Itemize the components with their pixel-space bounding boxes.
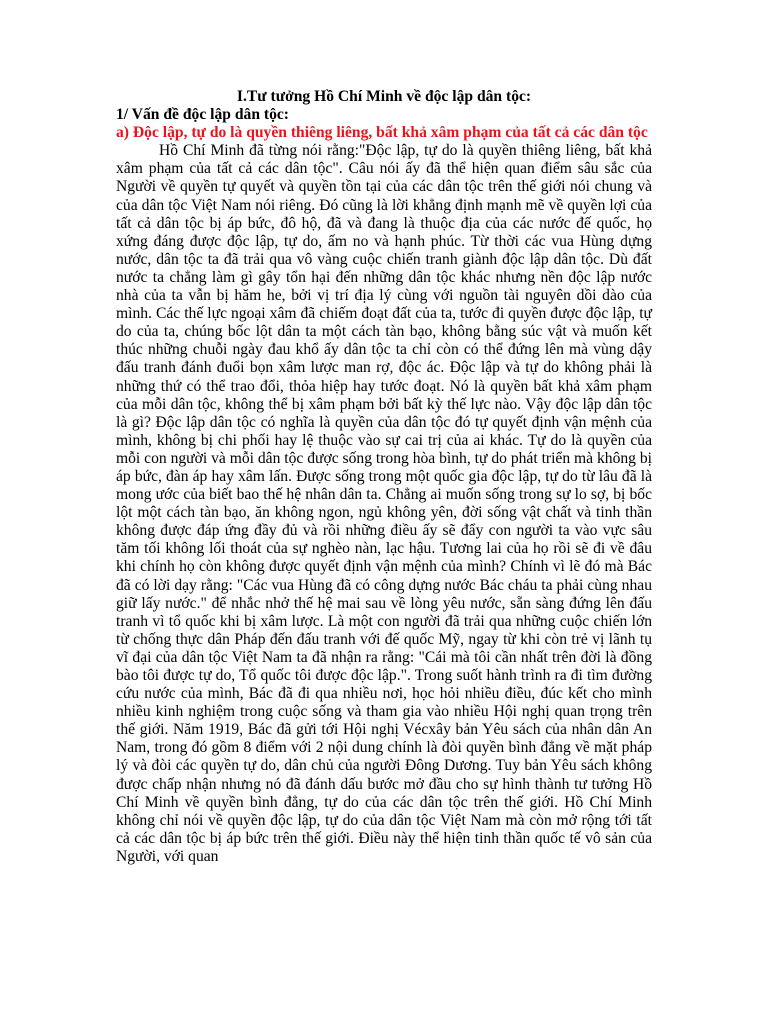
subsection-heading: a) Độc lập, tự do là quyền thiêng liêng, bất khả xâm phạm của tất cả các dân tộc [116,124,648,142]
section-heading: 1/ Vấn đề độc lập dân tộc: [116,106,290,124]
document-title: I.Tư tưởng Hồ Chí Minh về độc lập dân tộc: [236,88,532,105]
body-paragraph: Hồ Chí Minh đã từng nói rằng:"Độc lập, tự do là quyền thiêng liêng, bất khả xâm phạm của tất cả các dân tộc". Câu nói ấy đã thể hiện quan điểm sâu sắc của Người về quyền tự quyết và quyền tồn tại của các dân tộc trên thế giới nói chung và của dân tộc Việt Nam nói riêng. Đó cũng là lời khẳng định mạnh mẽ về quyền lợi của tất cả dân tộc bị áp bức, đô hộ, đã và đang là thuộc địa của các nước đế quốc, họ xứng đáng được độc lập, tự do, ấm no và hạnh phúc. Từ thời các vua Hùng dựng nước, dân tộc ta đã trải qua vô vàng cuộc chiến tranh giành độc lập dân tộc. Dù đất nước ta chẳng làm gì gây tổn hại đến những dân tộc khác nhưng nền độc lập nước nhà của ta vẫn bị hăm he, bởi vị trí địa lý cùng với nguồn tài nguyên dồi dào của mình. Các thế lực ngoại xâm đã chiếm đoạt đất của ta, tước đi quyền được độc lập, tự do của ta, chúng bốc lột dân ta một cách tàn bạo, không bằng súc vật và muốn kết thúc những chuỗi ngày đau khổ ấy dân tộc ta chỉ còn có thể đứng lên mà vùng dậy đấu tranh đánh đuổi bọn xâm lược man rợ, độc ác. Độc lập và tự do không phải là những thứ có thể trao đổi, thỏa hiệp hay tước đoạt. Nó là quyền bất khả xâm phạm của mỗi dân tộc, không thể bị xâm phạm bởi bất kỳ thế lực nào. Vậy độc lập dân tộc là gì? Độc lập dân tộc có nghĩa là quyền của dân tộc đó tự quyết định vận mệnh của mình, không bị chi phối hay lệ thuộc vào sự cai trị của ai khác. Tự do là quyền của mỗi con người và mỗi dân tộc được sống trong hòa bình, tự do phát triển mà không bị áp bức, đàn áp hay xâm lấn. Được sống trong một quốc gia độc lập, tự do từ lâu đã là mong ước của biết bao thế hệ nhân dân ta. Chẳng ai muốn sống trong sự lo sợ, bị bốc lột một cách tàn bạo, ăn không ngon, ngủ không yên, đời sống vật chất và tinh thần không được đáp ứng đầy đủ và rồi những điều ấy sẽ đẩy con người ta vào vực sâu tăm tối không lối thoát của sự nghèo nàn, lạc hậu. Tương lai của họ rồi sẽ đi về đâu khi chính họ còn không được quyết định vận mệnh của mình? Chính vì lẽ đó mà Bác đã có lời dạy rằng: "Các vua Hùng đã có công dựng nước Bác cháu ta phải cùng nhau giữ lấy nước." để nhắc nhở thế hệ mai sau về lòng yêu nước, sẵn sàng đứng lên đấu tranh vì tổ quốc khi bị xâm lược. Là một con người đã trải qua những cuộc chiến lớn từ chống thực dân Pháp đến đấu tranh với đế quốc Mỹ, ngay từ khi còn trẻ vị lãnh tụ vĩ đại của dân tộc Việt Nam ta đã nhận ra rằng: "Cái mà tôi cần nhất trên đời là đồng bào tôi được tự do, Tổ quốc tôi được độc lập.". Trong suốt hành trình ra đi tìm đường cứu nước của mình, Bác đã đi qua nhiều nơi, học hỏi nhiều điều, đúc kết cho mình nhiều kinh nghiệm trong cuộc sống và tham gia vào nhiều Hội nghị quan trọng trên thế giới. Năm 1919, Bác đã gửi tới Hội nghị Vécxây bản Yêu sách của nhân dân An Nam, trong đó gồm 8 điểm với 2 nội dung chính là đòi quyền bình đẳng về mặt pháp lý và đòi các quyền tự do, dân chủ của người Đông Dương. Tuy bản Yêu sách không được chấp nhận nhưng nó đã đánh dấu bước mở đầu cho sự hình thành tư tưởng Hồ Chí Minh về quyền bình đẳng, tự do của các dân tộc trên thế giới. Hồ Chí Minh không chỉ nói về quyền độc lập, tự do của dân tộc Việt Nam mà còn mở rộng tới tất cả các dân tộc bị áp bức trên thế giới. Điều này thể hiện tinh thần quốc tế vô sản của Người, với quan [116,142,653,865]
document-page [116,88,652,866]
